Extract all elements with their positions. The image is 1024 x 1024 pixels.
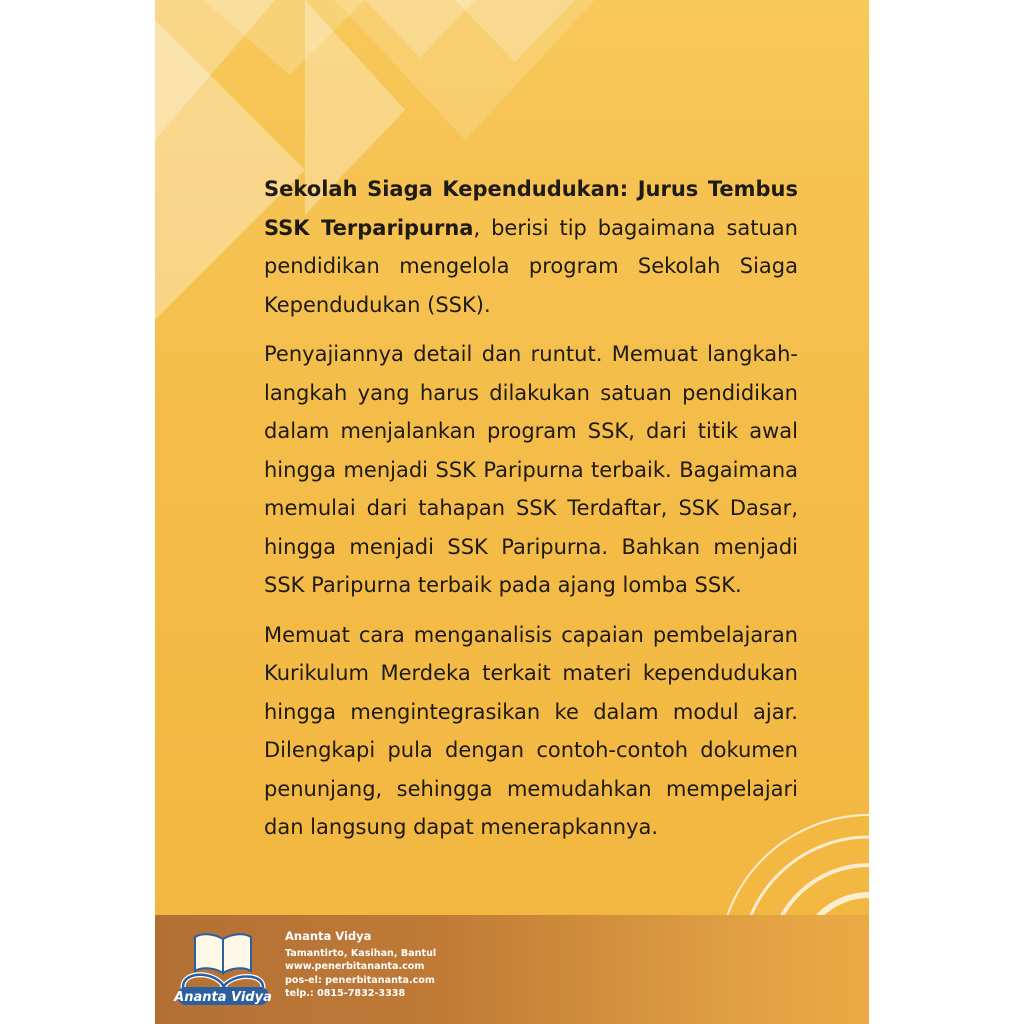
back-cover <box>155 0 869 1024</box>
logo-wordmark: Ananta Vidya <box>174 990 272 1005</box>
publisher-phone: telp.: 0815-7832-3338 <box>285 987 406 999</box>
publisher-logo <box>173 925 273 1015</box>
blurb-paragraph-3: Memuat cara menganalisis capaian pembelajaran Kurikulum Merdeka terkait materi kependudukan hingga mengintegrasikan ke dalam modul ajar. Dilengkapi pula dengan contoh-contoh dokumen penunjang, sehingga memudahkan mempelajari dan langsung dapat menerapkannya. <box>264 622 798 839</box>
publisher-email: pos-el: penerbitananta.com <box>285 974 435 986</box>
book-title: Sekolah Siaga Kependudukan: Jurus Tembus SSK Terparipurna <box>264 177 798 240</box>
publisher-name: Ananta Vidya <box>285 929 372 943</box>
publisher-website: www.penerbitananta.com <box>285 961 425 973</box>
publisher-footer <box>155 915 869 1024</box>
blurb-paragraph-1 <box>264 170 798 324</box>
publisher-address: Tamantirto, Kasihan, Bantul <box>285 948 437 959</box>
blurb-paragraph-2: Penyajiannya detail dan runtut. Memuat langkah-langkah yang harus dilakukan satuan pendidikan dalam menjalankan program SSK, dari titik awal hingga menjadi SSK Paripurna terbaik. Bagaimana memulai dari tahapan SSK Terdaftar, SSK Dasar, hingga menjadi SSK Paripurna. Bahkan menjadi SSK Paripurna terbaik pada ajang lomba SSK. <box>264 342 798 597</box>
blurb-paragraph-1-text: , berisi tip bagaimana satuan pendidikan mengelola program Sekolah Siaga Kependudukan (SSK). <box>264 215 798 317</box>
back-cover-blurb <box>264 170 798 858</box>
publisher-info <box>285 928 436 1000</box>
